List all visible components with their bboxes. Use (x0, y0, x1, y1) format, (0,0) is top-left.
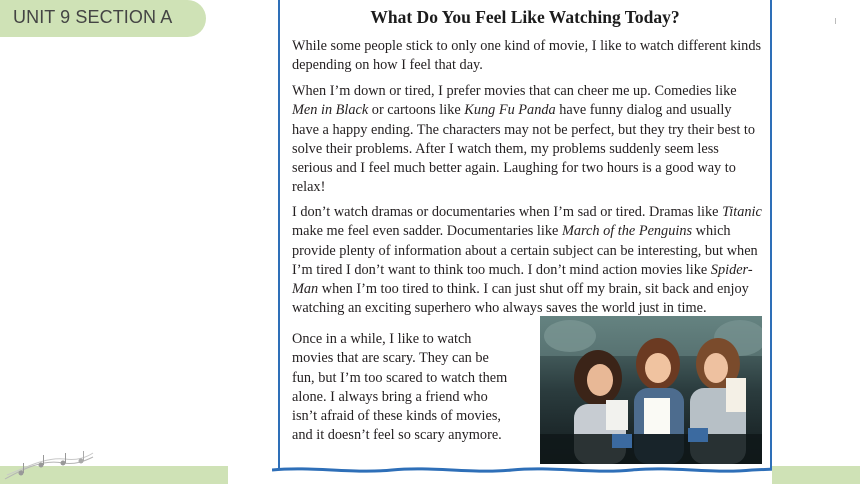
paragraph-2 (292, 82, 762, 198)
paragraph-4: Once in a while, I like to watch movies that are scary. They can be fun, but I’m too scared to watch them alone. I always bring a friend who isn’t afraid of these kinds of movies, and it doesn’t feel so scary anymore. (292, 331, 508, 444)
music-notes-decoration (3, 449, 95, 483)
paragraph-2-text-e: have funny dialog and usually have a happy ending. The characters may not be perfect, but they try their best to solve their problems. After I watch them, my problems suddenly seem less serious and I feel much better again. Laughing for two hours is a good way to relax! (292, 102, 756, 196)
movie-title-march-of-the-penguins: March of the Penguins (561, 223, 693, 240)
page-mark (835, 18, 836, 24)
paragraph-3-text-a: I don’t watch dramas or documentaries when I’m sad or tired. Dramas like (292, 204, 723, 220)
paragraph-2-text-c: or cartoons like (368, 102, 465, 119)
movie-title-men-in-black: Men in Black (292, 102, 369, 119)
cinema-photo (540, 316, 762, 464)
paragraph-3-text-e: which provide plenty of information about a certain subject can be interesting, but when I’m tired I don’t want to think too much. I don’t mind action movies like (292, 223, 758, 278)
reading-article (278, 0, 772, 470)
paragraph-3-text-c: make me feel even sadder. Documentaries like (292, 223, 562, 240)
movie-title-titanic: Titanic (722, 204, 762, 220)
movie-title-spider-man: Spider-Man (292, 261, 753, 298)
unit-tab (0, 0, 206, 37)
footer-bar-right (772, 466, 860, 484)
paragraph-3 (292, 203, 762, 319)
paragraph-2-text-a: When I’m down or tired, I prefer movies that can cheer me up. Comedies like (292, 83, 737, 99)
unit-label: UNIT 9 SECTION A (13, 7, 173, 27)
article-title: What Do You Feel Like Watching Today? (370, 7, 680, 27)
movie-title-kung-fu-panda: Kung Fu Panda (464, 102, 556, 119)
page-bottom-border (272, 464, 776, 476)
paragraph-3-text-g: when I’m too tired to think. I can just shut off my brain, sit back and enjoy watching an exciting superhero who always saves the world just in time. (292, 281, 749, 317)
paragraph-1: While some people stick to only one kind of movie, I like to watch different kinds depending on how I feel that day. (292, 38, 762, 74)
